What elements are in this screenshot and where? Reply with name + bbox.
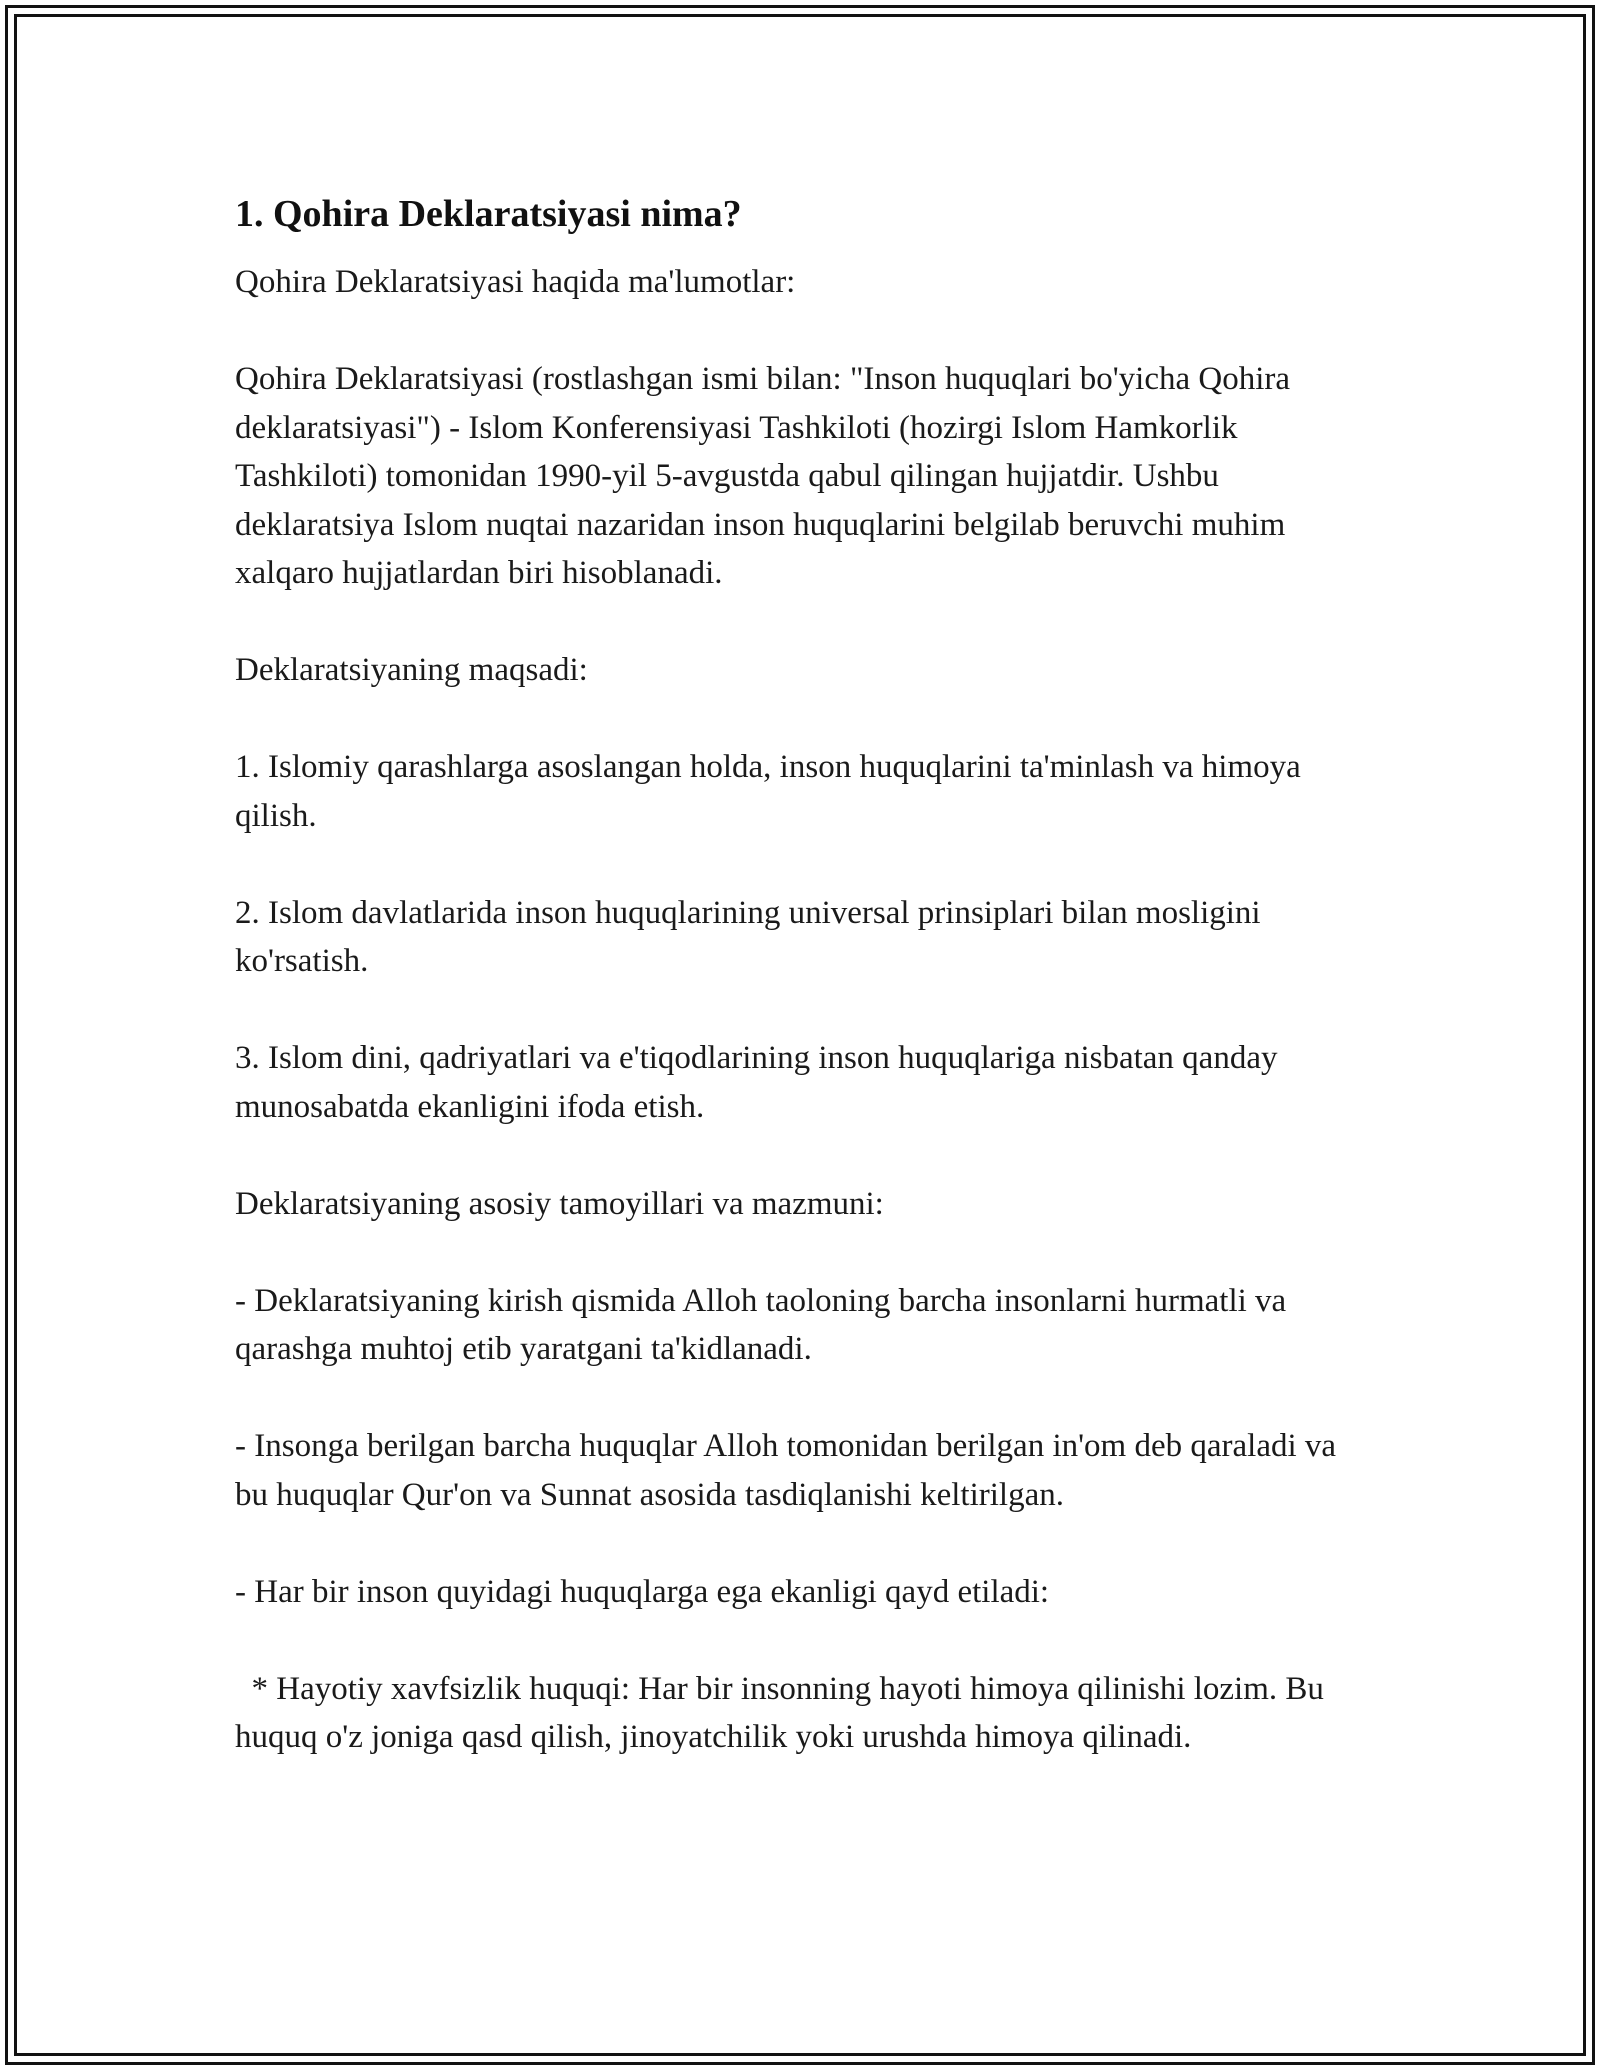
paragraph-right-to-life: * Hayotiy xavfsizlik huquqi: Har bir insonning hayoti himoya qilinishi lozim. Bu huquq o'z joniga qasd qilish, jinoyatchilik yoki urushda himoya qilinadi. bbox=[235, 1670, 1333, 1755]
paragraph-principles-heading: Deklaratsiyaning asosiy tamoyillari va mazmuni: bbox=[235, 1185, 884, 1222]
paragraph-principle-1: - Deklaratsiyaning kirish qismida Alloh taoloning barcha insonlarni hurmatli va qarashga muhtoj etib yaratgani ta'kidlanadi. bbox=[235, 1282, 1295, 1367]
document-body bbox=[235, 186, 1365, 1810]
paragraph-definition: Qohira Deklaratsiyasi (rostlashgan ismi bilan: "Inson huquqlari bo'yicha Qohira deklaratsiyasi") - Islom Konferensiyasi Tashkiloti (hozirgi Islom Hamkorlik Tashkiloti) tomonidan 1990-yil 5-avgustda qabul qilingan hujjatdir. Ushbu deklaratsiya Islom nuqtai nazaridan inson huquqlarini belgilab beruvchi muhim xalqaro hujjatlardan biri hisoblanadi. bbox=[235, 361, 1299, 591]
paragraph-purpose-2: 2. Islom davlatlarida inson huquqlarining universal prinsiplari bilan mosligini ko'rsatish. bbox=[235, 894, 1269, 979]
paragraph-principle-2: - Insonga berilgan barcha huquqlar Alloh tomonidan berilgan in'om deb qaraladi va bu huquqlar Qur'on va Sunnat asosida tasdiqlanishi keltirilgan. bbox=[235, 1428, 1345, 1513]
paragraph-intro: Qohira Deklaratsiyasi haqida ma'lumotlar: bbox=[235, 264, 796, 300]
paragraph-purpose-1: 1. Islomiy qarashlarga asoslangan holda, inson huquqlarini ta'minlash va himoya qilish. bbox=[235, 749, 1309, 834]
paragraph-principle-3: - Har bir inson quyidagi huquqlarga ega ekanligi qayd etiladi: bbox=[235, 1573, 1050, 1610]
paragraph-purpose-3: 3. Islom dini, qadriyatlari va e'tiqodlarining inson huquqlariga nisbatan qanday munosabatda ekanligini ifoda etish. bbox=[235, 1040, 1286, 1125]
paragraph-purpose-heading: Deklaratsiyaning maqsadi: bbox=[235, 652, 588, 688]
document-title: 1. Qohira Deklaratsiyasi nima? bbox=[235, 193, 742, 235]
